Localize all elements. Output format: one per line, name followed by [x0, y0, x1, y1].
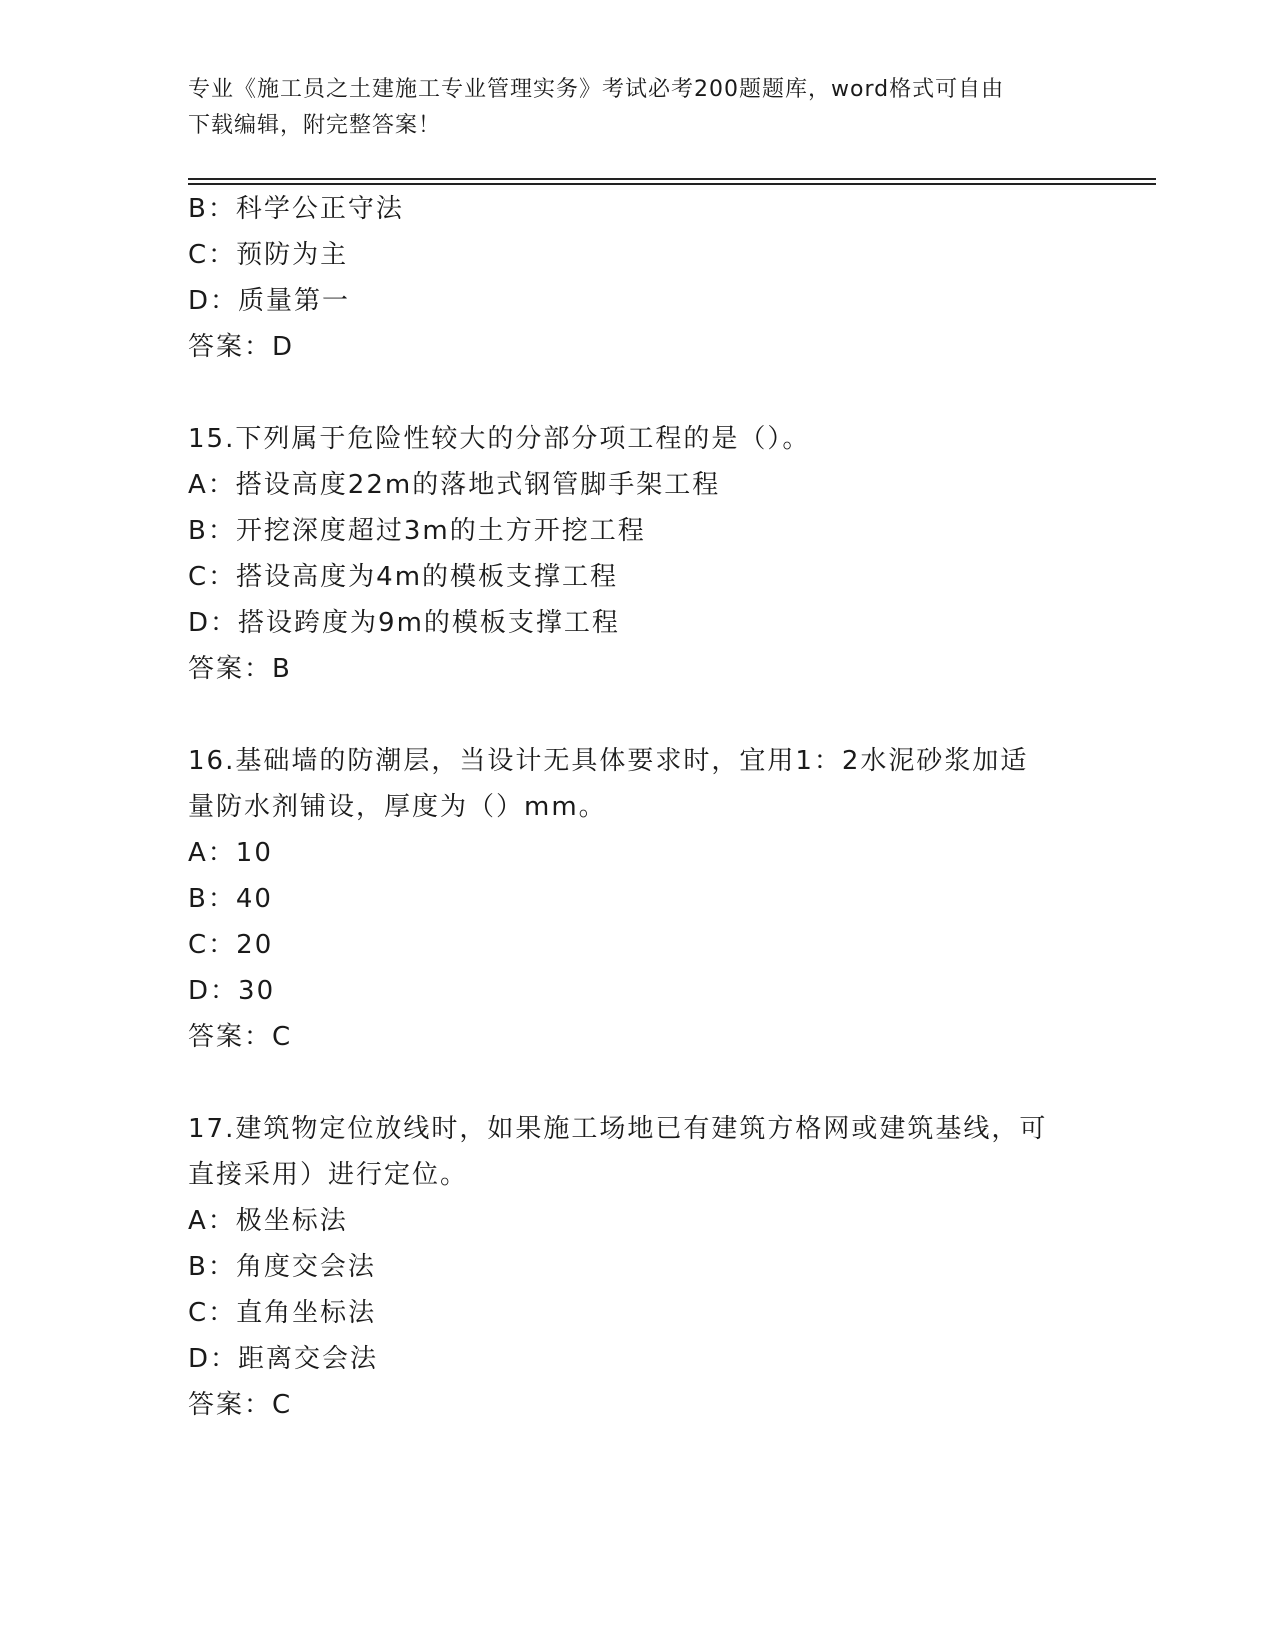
document-body — [188, 186, 1088, 1428]
option-a: A：10 — [188, 838, 273, 868]
option-d: D：30 — [188, 976, 276, 1006]
question-text: 15.下列属于危险性较大的分部分项工程的是（）。 — [188, 424, 811, 454]
prev-question-block — [188, 186, 1088, 370]
header-title-line2: 下载编辑，附完整答案！ — [188, 113, 442, 138]
option-a: A：搭设高度22m的落地式钢管脚手架工程 — [188, 470, 721, 500]
answer-line: 答案：C — [188, 1390, 293, 1420]
question-text-line2: 量防水剂铺设，厚度为（）mm。 — [188, 792, 607, 822]
option-c: C：直角坐标法 — [188, 1298, 377, 1328]
document-header — [188, 72, 1088, 144]
question-15 — [188, 416, 1088, 692]
question-text-line1: 16.基础墙的防潮层，当设计无具体要求时，宜用1：2水泥砂浆加适 — [188, 746, 1029, 776]
question-16 — [188, 738, 1088, 1060]
option-b: B：角度交会法 — [188, 1252, 376, 1282]
question-text-line2: 直接采用）进行定位。 — [188, 1160, 469, 1190]
option-d: D：距离交会法 — [188, 1344, 379, 1374]
answer-line: 答案：B — [188, 654, 292, 684]
option-b: B：开挖深度超过3m的土方开挖工程 — [188, 516, 646, 546]
option-d: D：搭设跨度为9m的模板支撑工程 — [188, 608, 620, 638]
answer-line: 答案：D — [188, 332, 295, 362]
question-text-line1: 17.建筑物定位放线时，如果施工场地已有建筑方格网或建筑基线，可 — [188, 1114, 1048, 1144]
option-a: A：极坐标法 — [188, 1206, 348, 1236]
option-c: C：搭设高度为4m的模板支撑工程 — [188, 562, 619, 592]
option-c: C：预防为主 — [188, 240, 349, 270]
header-divider-top — [188, 178, 1156, 180]
option-c: C：20 — [188, 930, 274, 960]
answer-line: 答案：C — [188, 1022, 293, 1052]
option-b: B：40 — [188, 884, 273, 914]
option-d: D：质量第一 — [188, 286, 351, 316]
header-divider-bottom — [188, 183, 1156, 185]
header-title-line1: 专业《施工员之土建施工专业管理实务》考试必考200题题库，word格式可自由 — [188, 77, 1005, 102]
option-b: B：科学公正守法 — [188, 194, 404, 224]
question-17 — [188, 1106, 1088, 1428]
